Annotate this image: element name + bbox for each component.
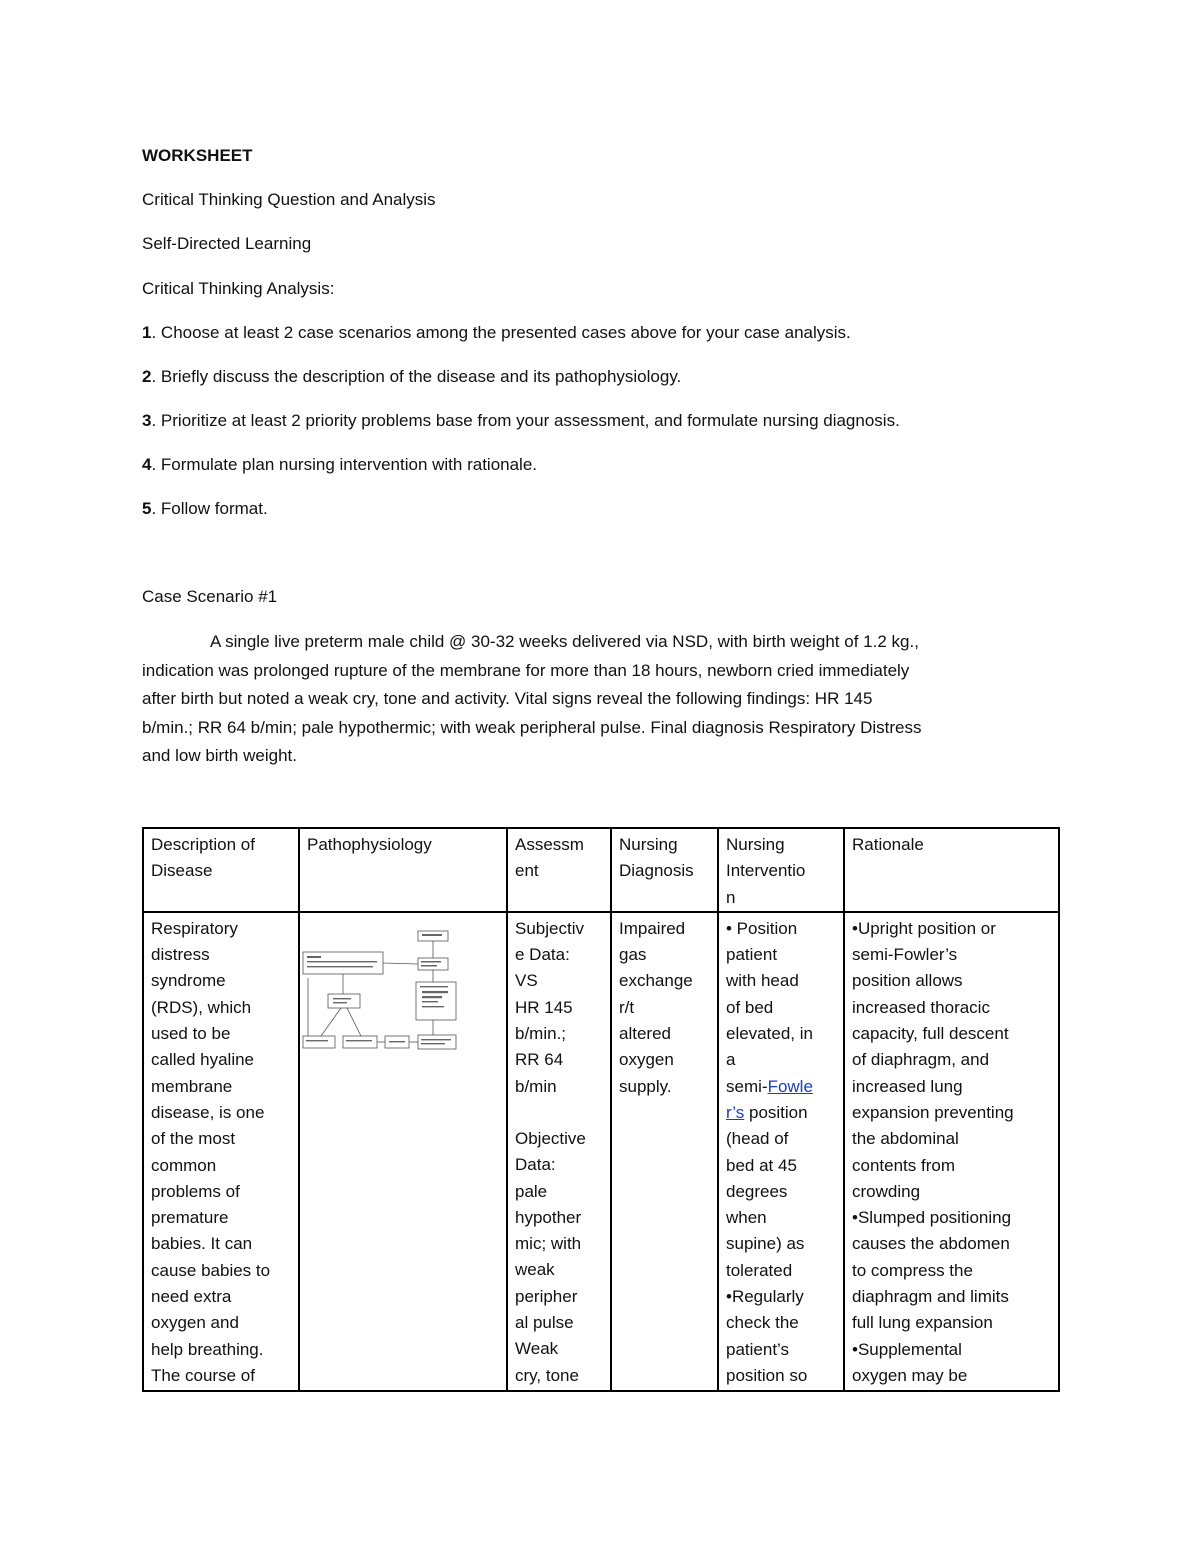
rationale-line: capacity, full descent [852, 1024, 1009, 1044]
fowlers-link-continued[interactable]: r’s [726, 1102, 745, 1122]
rationale-line: increased lung [852, 1076, 963, 1096]
diagnosis-line: oxygen [619, 1050, 674, 1070]
header-rationale [844, 828, 1059, 912]
case-title: Case Scenario #1 [142, 587, 278, 606]
description-line: syndrome [151, 971, 226, 991]
rationale-line: causes the abdomen [852, 1234, 1010, 1254]
assessment-line: RR 64 [515, 1050, 564, 1070]
assessment-line: b/min.; [515, 1024, 567, 1044]
rationale-line: oxygen may be [852, 1365, 968, 1385]
instruction-number: 5 [142, 499, 152, 518]
intervention-line: bed at 45 [726, 1155, 797, 1175]
intervention-line: •Regularly [726, 1287, 804, 1307]
fowlers-link[interactable]: Fowle [767, 1076, 813, 1096]
header-text: Description of [151, 835, 255, 854]
assessment-line: mic; with [515, 1234, 582, 1254]
cell-description [143, 912, 299, 1391]
rationale-line: •Slumped positioning [852, 1208, 1012, 1228]
diagnosis-line: altered [619, 1024, 671, 1044]
assessment-line: VS [515, 971, 538, 991]
header-pathophysiology [299, 828, 507, 912]
assessment-line: Objective [515, 1128, 586, 1148]
table-header-row [143, 828, 1059, 912]
header-intervention [718, 828, 844, 912]
intervention-line: tolerated [726, 1260, 793, 1280]
intervention-line: with head [726, 971, 799, 991]
cell-intervention [718, 912, 844, 1391]
description-line: (RDS), which [151, 997, 252, 1017]
header-text: Nursing [726, 835, 785, 854]
description-line: used to be [151, 1024, 231, 1044]
intervention-line: when [726, 1208, 767, 1228]
case-line: after birth but noted a weak cry, tone and activity. Vital signs reveal the following findings: HR 145 [142, 689, 873, 708]
header-text: ent [515, 861, 539, 881]
header-text: Pathophysiology [307, 835, 432, 854]
description-line: cause babies to [151, 1260, 271, 1280]
header-text: Diagnosis [619, 861, 694, 881]
assessment-line: cry, tone [515, 1365, 579, 1385]
cell-assessment [507, 912, 611, 1391]
instruction-item [142, 410, 900, 432]
instruction-number: 2 [142, 367, 152, 386]
table-row [143, 912, 1059, 1391]
intervention-line: position so [726, 1365, 808, 1385]
description-line: of the most [151, 1129, 236, 1149]
instruction-text: . Formulate plan nursing intervention with rationale. [151, 455, 538, 474]
description-line: called hyaline [151, 1050, 255, 1070]
rationale-line: crowding [852, 1181, 921, 1201]
assessment-line: al pulse [515, 1313, 574, 1333]
instruction-item [142, 366, 681, 388]
rationale-line: semi-Fowler’s [852, 945, 958, 965]
case-paragraph [142, 628, 1062, 771]
description-line: oxygen and [151, 1313, 239, 1333]
description-line: distress [151, 945, 210, 965]
instruction-number: 4 [142, 455, 152, 474]
rationale-line: contents from [852, 1155, 955, 1175]
case-line: A single live preterm male child @ 30-32 weeks delivered via NSD, with birth weight of 1.2 kg., [210, 632, 919, 651]
header-text: Rationale [852, 835, 924, 854]
description-line: premature [151, 1208, 229, 1228]
rationale-line: to compress the [852, 1260, 973, 1280]
description-line: membrane [151, 1076, 233, 1096]
rationale-line: the abdominal [852, 1129, 959, 1149]
diagnosis-line: r/t [619, 997, 635, 1017]
worksheet-title: WORKSHEET [142, 146, 253, 165]
cell-pathophysiology [299, 912, 507, 1391]
header-diagnosis [611, 828, 718, 912]
header-text: Nursing [619, 835, 678, 854]
subtitle-critical-thinking: Critical Thinking Question and Analysis [142, 190, 436, 209]
intervention-line: (head of [726, 1129, 789, 1149]
instruction-item [142, 498, 268, 520]
instruction-text: . Choose at least 2 case scenarios among the presented cases above for your case analysis. [151, 323, 851, 342]
assessment-line: Weak [515, 1339, 559, 1359]
assessment-line: peripher [515, 1286, 578, 1306]
description-line: help breathing. [151, 1339, 264, 1359]
rationale-line: expansion preventing [852, 1102, 1014, 1122]
subtitle-self-directed: Self-Directed Learning [142, 234, 312, 253]
assessment-line: b/min [515, 1076, 557, 1096]
instruction-text: . Prioritize at least 2 priority problems base from your assessment, and formulate nursing diagnosis. [151, 411, 900, 430]
cell-rationale [844, 912, 1059, 1391]
intervention-text: position [744, 1102, 808, 1122]
description-line: disease, is one [151, 1102, 265, 1122]
diagnosis-line: exchange [619, 971, 693, 991]
rationale-line: •Upright position or [852, 918, 996, 938]
instruction-item [142, 322, 851, 344]
header-text: Interventio [726, 861, 806, 881]
assessment-line: Subjectiv [515, 918, 584, 938]
header-text: Assessm [515, 835, 584, 854]
rationale-line: full lung expansion [852, 1313, 993, 1333]
instruction-number: 1 [142, 323, 152, 342]
assessment-line: weak [515, 1260, 555, 1280]
rationale-line: •Supplemental [852, 1339, 962, 1359]
rationale-line: diaphragm and limits [852, 1287, 1009, 1307]
rationale-line: of diaphragm, and [852, 1050, 990, 1070]
case-line: b/min.; RR 64 b/min; pale hypothermic; with weak peripheral pulse. Final diagnosis Respiratory Distress [142, 717, 922, 737]
rationale-line: increased thoracic [852, 997, 990, 1017]
subtitle-analysis: Critical Thinking Analysis: [142, 279, 335, 298]
assessment-line: HR 145 [515, 997, 573, 1017]
diagnosis-line: gas [619, 945, 647, 965]
intervention-line-with-link [726, 1074, 836, 1100]
intervention-line: • Position [726, 918, 798, 938]
assessment-line: e Data: [515, 945, 570, 965]
assessment-line: pale [515, 1181, 548, 1201]
description-line: problems of [151, 1181, 240, 1201]
header-description [143, 828, 299, 912]
cell-diagnosis [611, 912, 718, 1391]
intervention-line: check the [726, 1313, 799, 1333]
intervention-line: degrees [726, 1181, 788, 1201]
instruction-text: . Briefly discuss the description of the disease and its pathophysiology. [151, 367, 682, 386]
description-line: babies. It can [151, 1234, 253, 1254]
diagnosis-line: Impaired [619, 918, 686, 938]
rationale-line: position allows [852, 971, 963, 991]
description-line: The course of [151, 1365, 255, 1385]
intervention-line: patient’s [726, 1339, 790, 1359]
assessment-line: hypother [515, 1207, 582, 1227]
header-assessment [507, 828, 611, 912]
instruction-text: . Follow format. [151, 499, 268, 518]
header-text: Disease [151, 861, 213, 881]
instruction-item [142, 454, 537, 476]
description-line: need extra [151, 1287, 232, 1307]
diagnosis-line: supply. [619, 1076, 672, 1096]
pathophysiology-flowchart-image [301, 928, 481, 1068]
header-text: n [726, 887, 736, 907]
care-plan-table [142, 827, 1060, 1392]
case-line: indication was prolonged rupture of the membrane for more than 18 hours, newborn cried immediately [142, 660, 910, 680]
intervention-text: semi- [726, 1076, 768, 1096]
intervention-line: patient [726, 945, 778, 965]
case-line: and low birth weight. [142, 746, 297, 765]
intervention-line: a [726, 1050, 736, 1070]
assessment-line: Data: [515, 1155, 556, 1175]
description-line: common [151, 1155, 217, 1175]
description-line: Respiratory [151, 918, 238, 938]
intervention-line: supine) as [726, 1234, 805, 1254]
instruction-number: 3 [142, 411, 152, 430]
intervention-line: of bed [726, 997, 774, 1017]
intervention-line: elevated, in [726, 1024, 813, 1044]
intervention-line-with-link [726, 1100, 836, 1126]
